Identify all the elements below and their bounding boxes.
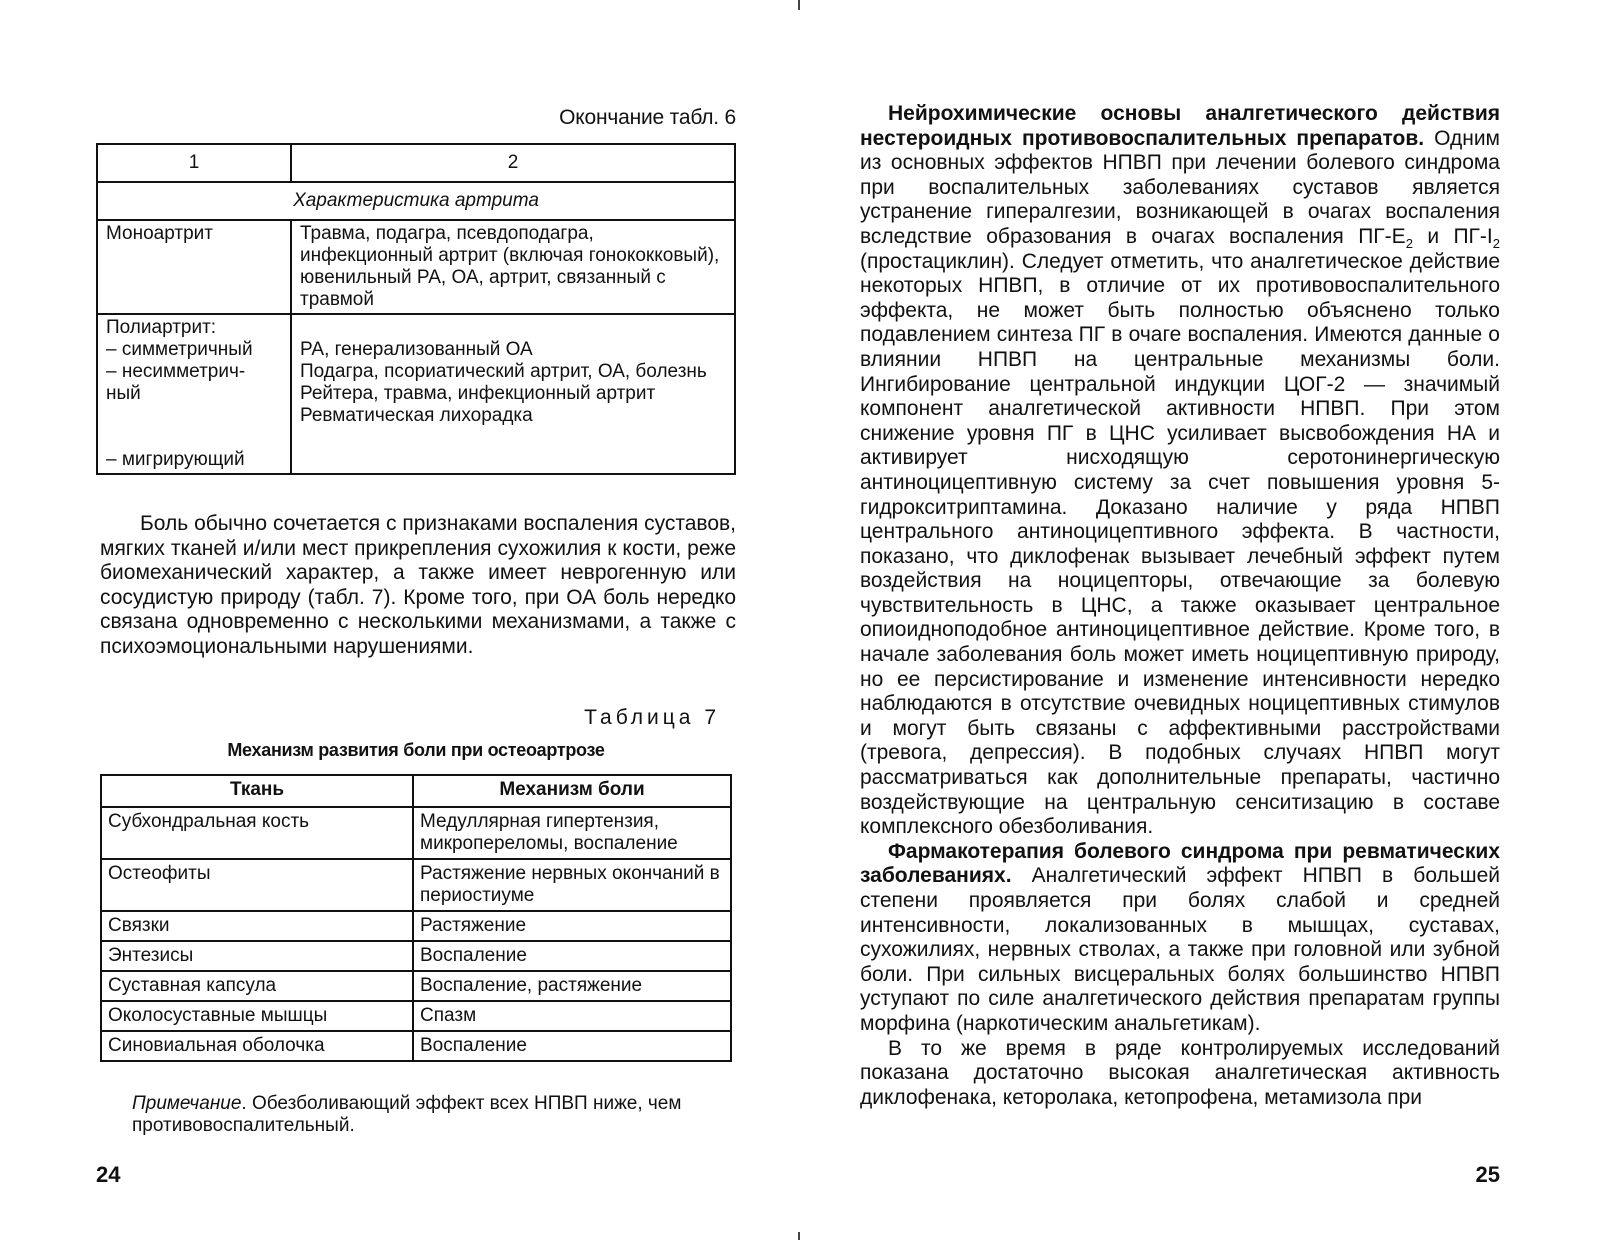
page-number-right: 25	[1475, 1162, 1500, 1187]
table-row	[101, 807, 731, 859]
table7-title: Механизм развития боли при остеоартрозе	[227, 740, 605, 760]
paragraph-text: Одним из основных эффектов НПВП при лечении болевого синдрома при воспалительных заболеваниях суставов является устранение гипералгезии, возникающей в очагах воспаления вследствие образования в очагах воспаления ПГ-E	[860, 126, 1500, 248]
table6-section-title: Характеристика артрита	[97, 182, 735, 220]
table7-cell-mechanism: Воспаление, растяжение	[413, 971, 731, 1001]
table7-cell-tissue: Околосуставные мышцы	[101, 1001, 413, 1031]
table-row	[101, 971, 731, 1001]
table7-cell-tissue: Субхондральная кость	[101, 807, 413, 859]
table6-cell-polyarthritis-causes	[291, 314, 735, 474]
table6-header-row	[97, 144, 735, 182]
table7-cell-mechanism: Медуллярная гипертензия, микропереломы, воспаление	[413, 807, 731, 859]
table7-cell-tissue: Энтезисы	[101, 941, 413, 971]
table7-header-mechanism: Механизм боли	[413, 775, 731, 807]
paragraph-text: В то же время в ряде контролируемых исследований показана достаточно высокая аналгетическая активность диклофенака, кеторолака, кетопрофена, метамизола при	[860, 1036, 1500, 1109]
page-number-left: 24	[96, 1162, 121, 1187]
table6-cell-monoarthritis-causes: Травма, подагра, псевдоподагра, инфекционный артрит (включая гонококковый), ювенильный РА, ОА, артрит, связанный с травмой	[291, 220, 735, 314]
paragraph-heading: Фармакотерапия болевого синдрома при ревматических заболеваниях.	[860, 839, 1500, 888]
polyarthritis-migrating: – мигрирующий	[106, 449, 245, 470]
table-row	[101, 941, 731, 971]
left-page	[96, 0, 736, 1244]
paragraph-heading: Нейрохимические основы аналгетического действия нестероидных противовоспалительных препаратов.	[860, 102, 1500, 150]
table7-cell-mechanism: Растяжение нервных окончаний в периостиуме	[413, 859, 731, 911]
gutter-mark-bottom	[798, 1232, 800, 1240]
polyarthritis-asymmetric-1: – несимметрич-	[106, 361, 246, 382]
note-label: Примечание	[132, 1093, 242, 1114]
table6-row	[97, 220, 735, 314]
paragraph-text: Аналгетический эффект НПВП в большей степени проявляется при болях слабой и средней интенсивности, локализованных в мышцах, суставах, сухожилиях, нервных стволах, а также при головной или зубной боли. При сильных висцеральных болях большинство НПВП уступают по силе аналгетического действия препаратам группы морфина (наркотическим анальгетикам).	[860, 864, 1500, 1035]
table-row	[101, 859, 731, 911]
paragraph-pharmacotherapy	[860, 840, 1500, 1037]
polyarthritis-migrating-causes: Ревматическая лихорадка	[300, 405, 533, 426]
table7	[100, 774, 732, 1062]
spacer	[300, 317, 726, 339]
table7-cell-mechanism: Спазм	[413, 1001, 731, 1031]
polyarthritis-symmetric: – симметричный	[106, 339, 253, 360]
table7-header-row	[101, 775, 731, 807]
table7-cell-tissue: Суставная капсула	[101, 971, 413, 1001]
polyarthritis-asymmetric-causes: Подагра, псориатический артрит, ОА, болезнь Рейтера, травма, инфекционный артрит	[300, 361, 707, 404]
table-row	[101, 1031, 731, 1061]
table-row	[101, 911, 731, 941]
table7-note	[132, 1093, 732, 1137]
table6-row	[97, 314, 735, 474]
table7-header-tissue: Ткань	[101, 775, 413, 807]
polyarthritis-symmetric-causes: РА, генерализованный ОА	[300, 339, 533, 360]
left-paragraph: Боль обычно сочетается с признаками воспаления суставов, мягких тканей и/или мест прикрепления сухожилия к кости, реже биомеханический характер, а также имеет неврогенную или сосудистую природу (табл. 7). Кроме того, при ОА боль нередко связана одновременно с несколькими механизмами, а также с психоэмоциональными нарушениями.	[100, 512, 736, 658]
table7-cell-mechanism: Воспаление	[413, 941, 731, 971]
table7-cell-mechanism: Воспаление	[413, 1031, 731, 1061]
paragraph-text: и ПГ-I	[1412, 224, 1493, 248]
gutter-mark-top	[798, 0, 800, 10]
table7-cell-tissue: Связки	[101, 911, 413, 941]
paragraph-neurochemistry	[860, 102, 1500, 840]
polyarthritis-asymmetric-2: ный	[106, 383, 141, 404]
table6-cell-monoarthritis: Моноартрит	[97, 220, 291, 314]
table7-label: Таблица 7	[584, 706, 720, 729]
table7-cell-tissue: Остеофиты	[101, 859, 413, 911]
paragraph-controlled-studies	[860, 1037, 1500, 1111]
table7-cell-tissue: Синовиальная оболочка	[101, 1031, 413, 1061]
polyarthritis-title: Полиартрит:	[106, 317, 217, 338]
table6-section-row	[97, 182, 735, 220]
paragraph-text: (простациклин). Следует отметить, что аналгетическое действие некоторых НПВП, в отличие от их противовоспалительного эффекта, не может быть полностью объяснено только подавлением синтеза ПГ в очаге воспаления. Имеются данные о влиянии НПВП на центральные механизмы боли. Ингибирование центральной индукции ЦОГ-2 — значимый компонент аналгетической активности НПВП. При этом снижение уровня ПГ в ЦНС усиливает высвобождения НА и активирует нисходящую серотонинергическую антиноцицептивную систему за счет повышения уровня 5-гидрокситриптамина. Доказано наличие у ряда НПВП центрального антиноцицептивного эффекта. В частности, показано, что диклофенак вызывает лечебный эффект путем воздействия на ноцицепторы, отвечающие за болевую чувствительность в ЦНС, а также оказывает центральное опиоидноподобное антиноцицептивное действие. Кроме того, в начале заболевания боль может иметь ноцицептивную природу, но ее персистирование и изменение интенсивности нередко наблюдаются в отсутствие очевидных ноцицептивных стимулов и могут быть связаны с аффективными расстройствами (тревога, депрессия). В подобных случаях НПВП могут рассматриваться как дополнительные препараты, частично воздействующие на центральную сенситизацию в составе комплексного обезболивания.	[860, 249, 1500, 839]
subscript: 2	[1405, 236, 1413, 252]
spacer	[106, 405, 282, 449]
right-page-text	[860, 102, 1500, 1110]
table6	[96, 143, 736, 475]
table6-cell-polyarthritis	[97, 314, 291, 474]
note-text: . Обезболивающий эффект всех НПВП ниже, чем противовоспалительный.	[132, 1093, 682, 1136]
right-page	[860, 0, 1500, 1244]
table6-header-col2: 2	[291, 144, 735, 182]
subscript: 2	[1492, 236, 1500, 252]
table6-continuation-label: Окончание табл. 6	[559, 106, 736, 129]
table7-cell-mechanism: Растяжение	[413, 911, 731, 941]
table-row	[101, 1001, 731, 1031]
table6-header-col1: 1	[97, 144, 291, 182]
